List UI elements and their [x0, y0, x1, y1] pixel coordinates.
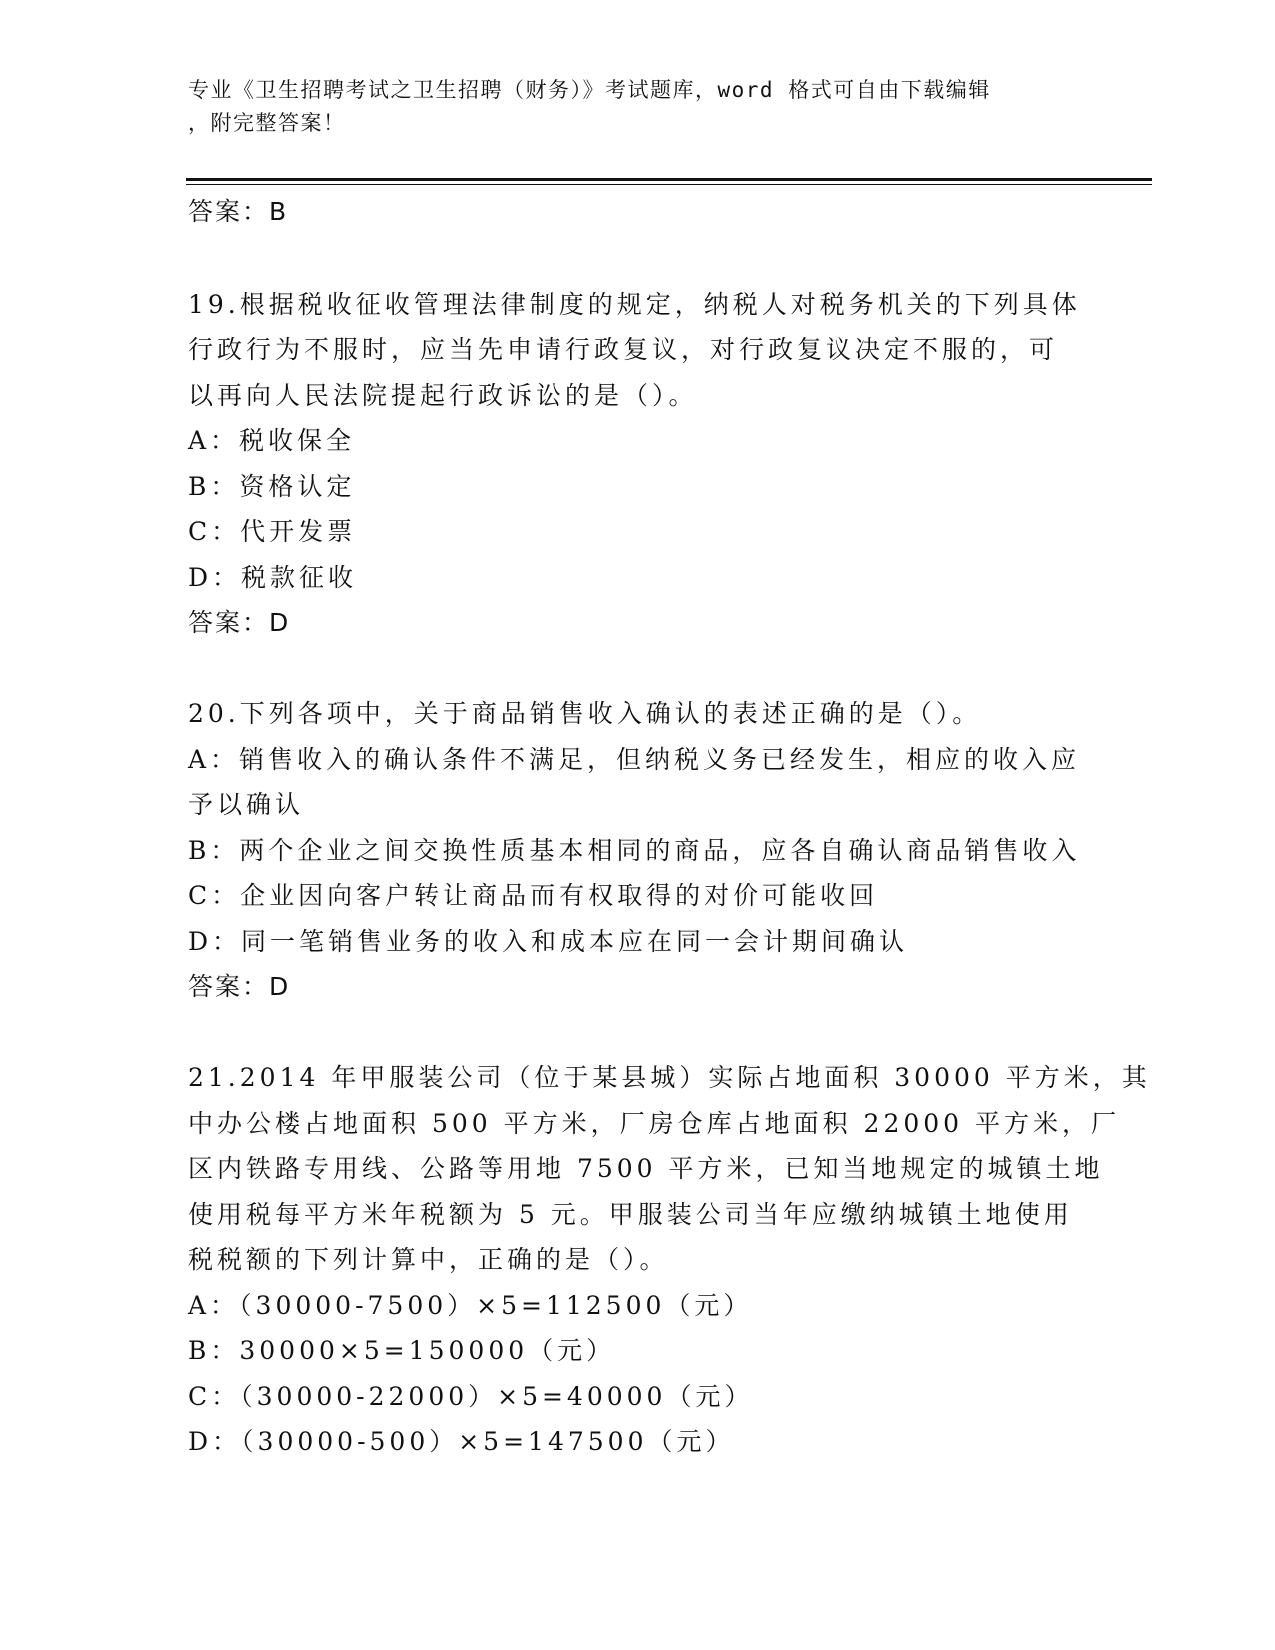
- question-19: [188, 282, 1088, 646]
- question-stem-line: 区内铁路专用线、公路等用地 7500 平方米，已知当地规定的城镇土地: [188, 1154, 1104, 1183]
- header-line-1: 专业《卫生招聘考试之卫生招聘（财务）》考试题库，word 格式可自由下载编辑: [188, 78, 991, 102]
- question-stem-line: 21.2014 年甲服装公司（位于某县城）实际占地面积 30000 平方米，其: [188, 1063, 1151, 1092]
- header-line-2: ，附完整答案！: [188, 111, 346, 135]
- option-d: D：（30000-500）×5=147500（元）: [188, 1427, 735, 1456]
- option-b: B：两个企业之间交换性质基本相同的商品，应各自确认商品销售收入: [188, 835, 1081, 865]
- question-stem-line: 行政行为不服时，应当先申请行政复议，对行政复议决定不服的，可: [188, 335, 1059, 364]
- question-stem-line: 税税额的下列计算中，正确的是（）。: [188, 1245, 669, 1274]
- option-c: C：代开发票: [188, 517, 357, 546]
- option-c: C：企业因向客户转让商品而有权取得的对价可能收回: [188, 881, 879, 910]
- spacer: [188, 646, 1088, 692]
- option-b: B：资格认定: [188, 471, 356, 501]
- option-c: C：（30000-22000）×5=40000（元）: [188, 1381, 754, 1411]
- question-stem-line: 使用税每平方米年税额为 5 元。甲服装公司当年应缴纳城镇土地使用: [188, 1199, 1073, 1229]
- question-21: [188, 1055, 1151, 1465]
- option-d: D：税款征收: [188, 562, 358, 592]
- answer: 答案：D: [188, 972, 291, 1001]
- option-d: D：同一笔销售业务的收入和成本应在同一会计期间确认: [188, 926, 909, 956]
- document-header: [188, 74, 1068, 140]
- header-rule-thin: [186, 184, 1152, 185]
- option-a-continued: 予以确认: [188, 790, 305, 819]
- option-a: A：（30000-7500）×5=112500（元）: [188, 1290, 753, 1320]
- header-rule-thick: [186, 178, 1152, 181]
- option-b: B：30000×5=150000（元）: [188, 1336, 616, 1365]
- previous-answer: 答案：B: [188, 197, 289, 226]
- question-stem-line: 以再向人民法院提起行政诉讼的是（）。: [188, 380, 698, 410]
- question-stem-line: 19.根据税收征收管理法律制度的规定，纳税人对税务机关的下列具体: [188, 289, 1081, 319]
- option-a: A：销售收入的确认条件不满足，但纳税义务已经发生，相应的收入应: [188, 744, 1081, 774]
- answer: 答案：D: [188, 608, 291, 637]
- option-a: A：税收保全: [188, 426, 356, 455]
- spacer: [188, 1010, 1088, 1056]
- question-stem-line: 中办公楼占地面积 500 平方米，厂房仓库占地面积 22000 平方米，厂: [188, 1108, 1121, 1138]
- question-stem-line: 20.下列各项中，关于商品销售收入确认的表述正确的是（）。: [188, 699, 982, 728]
- question-20: [188, 691, 1088, 1010]
- question-list: [188, 188, 1151, 1465]
- spacer: [188, 236, 1088, 282]
